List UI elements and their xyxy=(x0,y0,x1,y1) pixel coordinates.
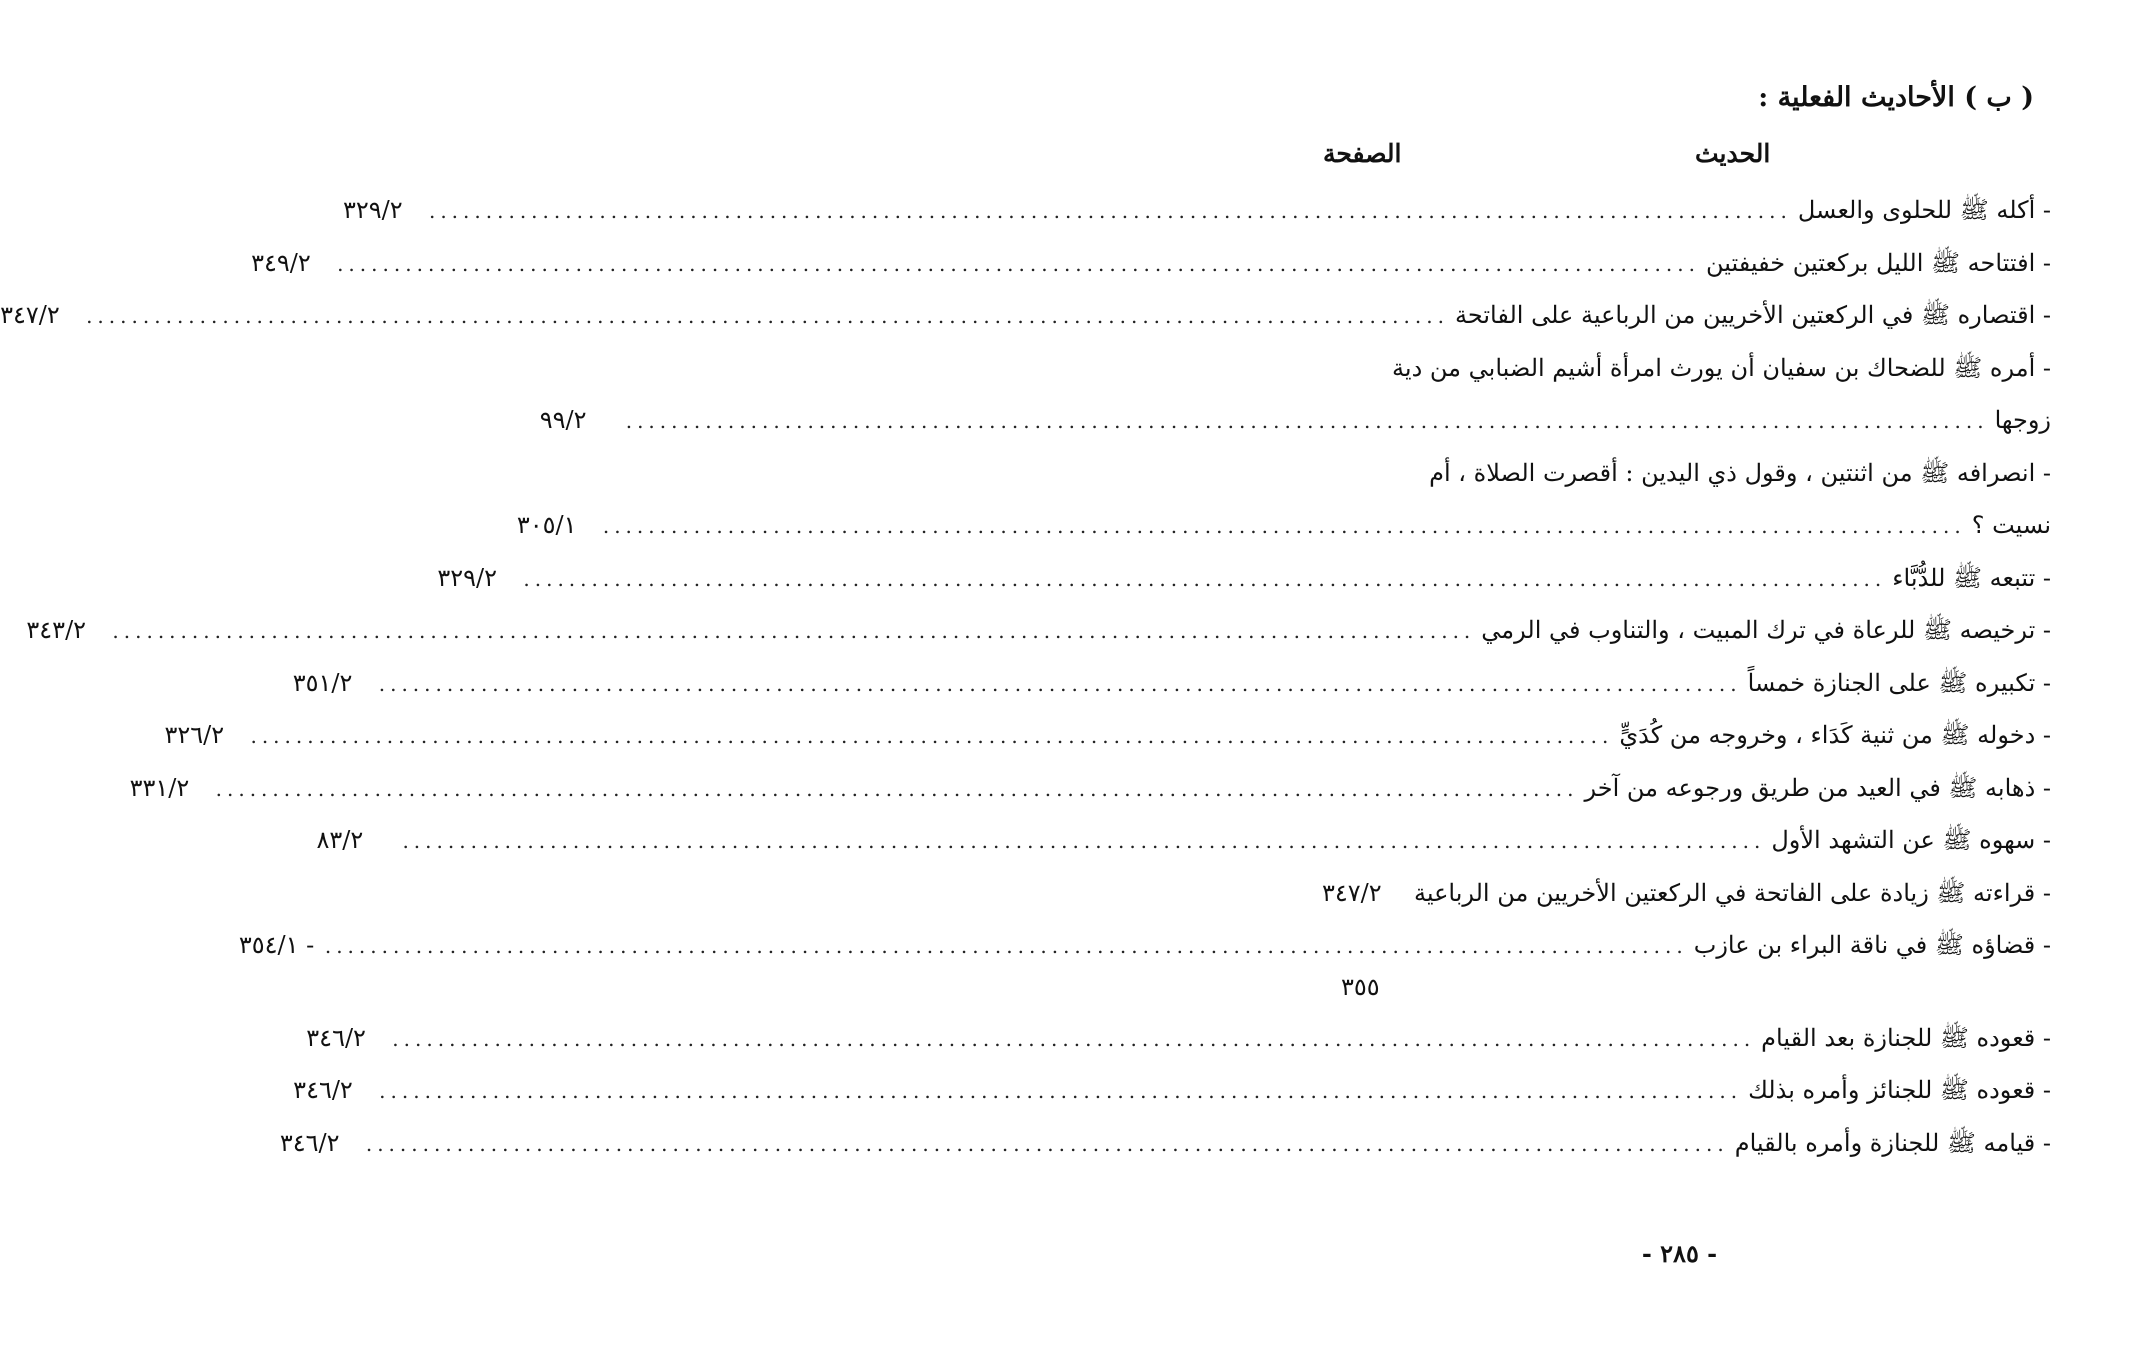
index-entry xyxy=(26,604,2051,657)
index-entry xyxy=(539,342,2051,447)
index-entry xyxy=(164,709,2051,762)
index-entry xyxy=(292,657,2051,710)
entry-text: - قعوده ﷺ للجنائز وأمره بذلك xyxy=(1748,1076,2051,1104)
leader-dots: ........................................................................................................................ xyxy=(379,1079,1743,1103)
entry-page-ref: ٣٤٦/٢ xyxy=(293,1076,353,1104)
entry-text-line1: - أمره ﷺ للضحاك بن سفيان أن يورث امرأة أشيم الضبابي من دية xyxy=(1392,353,2051,382)
entry-page-ref: ٣٥١/٢ xyxy=(292,668,353,697)
section-title: ( ب ) الأحاديث الفعلية : xyxy=(1758,82,2034,113)
entry-page-ref: ٣٤٣/٢ xyxy=(26,616,87,644)
index-entry xyxy=(516,447,2051,552)
index-entry xyxy=(1323,867,2051,920)
entry-page-ref: ٣٠٥/١ xyxy=(516,511,577,539)
header-page: الصفحة xyxy=(1323,139,1402,168)
leader-dots: ........................................................................................................................ xyxy=(324,934,1688,958)
index-entry xyxy=(238,919,2051,1012)
page-number: - ٢٨٥ - xyxy=(1641,1239,1718,1268)
entry-page-ref: ٣٤٦/٢ xyxy=(306,1023,366,1052)
index-entry xyxy=(293,1064,2051,1117)
entry-page-ref: ٣٢٦/٢ xyxy=(164,721,225,749)
entry-text: - تكبيره ﷺ على الجنازة خمساً xyxy=(1747,668,2051,697)
leader-dots: ........................................................................................................................ xyxy=(250,724,1614,748)
entry-page-ref: ٣٤٧/٢ xyxy=(1321,878,1382,907)
entry-text: - أكله ﷺ للحلوى والعسل xyxy=(1797,196,2051,224)
entry-text: - ذهابه ﷺ في العيد من طريق ورجوعه من آخر xyxy=(1584,773,2051,802)
entry-text: - قعوده ﷺ للجنازة بعد القيام xyxy=(1761,1023,2051,1052)
index-entry xyxy=(0,289,2051,342)
entry-text: - افتتاحه ﷺ الليل بركعتين خفيفتين xyxy=(1705,248,2051,277)
index-entry xyxy=(342,184,2051,237)
entry-page-ref: ٣٢٩/٢ xyxy=(342,196,403,224)
column-headers xyxy=(1323,134,2043,174)
leader-dots: ........................................................................................................................ xyxy=(215,776,1579,801)
hadith-index-list xyxy=(0,184,2051,1169)
entry-page-ref: ٩٩/٢ xyxy=(539,406,587,434)
leader-dots: ........................................................................................................................ xyxy=(428,199,1792,223)
entry-page-ref: ٣٤٧/٢ xyxy=(0,301,60,329)
leader-dots: ........................................................................................................................ xyxy=(392,1026,1756,1051)
entry-text: - سهوه ﷺ عن التشهد الأول xyxy=(1771,826,2051,854)
entry-text: - تتبعه ﷺ للدُّبَّاء xyxy=(1892,563,2051,592)
index-entry xyxy=(316,814,2051,867)
entry-text-line2: زوجها xyxy=(1994,406,2051,434)
leader-dots: ........................................................................................................................ xyxy=(337,251,1700,276)
entry-text: - اقتصاره ﷺ في الركعتين الأخريين من الرباعية على الفاتحة xyxy=(1454,301,2051,329)
leader-dots: ........................................................................................................................ xyxy=(112,619,1476,643)
entry-page-ref: ٣٣١/٢ xyxy=(129,773,190,802)
leader-dots: ........................................................................................................................ xyxy=(625,409,1989,433)
index-entry xyxy=(306,1012,2051,1065)
entry-text-line2: نسيت ؟ xyxy=(1971,511,2051,539)
index-entry xyxy=(437,552,2051,605)
entry-text: - ترخيصه ﷺ للرعاة في ترك المبيت ، والتناوب في الرمي xyxy=(1481,616,2051,644)
entry-text: - قيامه ﷺ للجنازة وأمره بالقيام xyxy=(1734,1128,2051,1157)
entry-text: - دخوله ﷺ من ثنية كَدَاء ، وخروجه من كُدَيٍّ xyxy=(1619,721,2051,749)
index-entry xyxy=(251,237,2051,290)
leader-dots: ........................................................................................................................ xyxy=(86,304,1449,328)
entry-page-ref-continued: ٣٥٥ xyxy=(1341,972,1380,1001)
entry-page-ref: ٣٤٩/٢ xyxy=(251,248,311,277)
entry-text-line1: - انصرافه ﷺ من اثنتين ، وقول ذي اليدين : أقصرت الصلاة ، أم xyxy=(1429,458,2051,487)
entry-page-ref: ٣٥٤/١ - xyxy=(238,931,315,959)
leader-dots: ........................................................................................................................ xyxy=(602,514,1966,538)
index-entry xyxy=(279,1117,2051,1170)
leader-dots: ........................................................................................................................ xyxy=(523,566,1887,591)
entry-text: - قراءته ﷺ زيادة على الفاتحة في الركعتين الأخريين من الرباعية xyxy=(1413,878,2051,907)
leader-dots: ........................................................................................................................ xyxy=(378,671,1742,696)
entry-page-ref: ٣٤٦/٢ xyxy=(279,1128,340,1157)
index-entry xyxy=(129,762,2051,815)
leader-dots: ........................................................................................................................ xyxy=(365,1131,1729,1156)
leader-dots: ........................................................................................................................ xyxy=(402,829,1766,853)
entry-page-ref: ٣٢٩/٢ xyxy=(437,563,498,592)
header-hadith: الحديث xyxy=(1695,139,1771,168)
entry-page-ref: ٨٣/٢ xyxy=(316,826,364,854)
entry-text: - قضاؤه ﷺ في ناقة البراء بن عازب xyxy=(1693,931,2051,959)
